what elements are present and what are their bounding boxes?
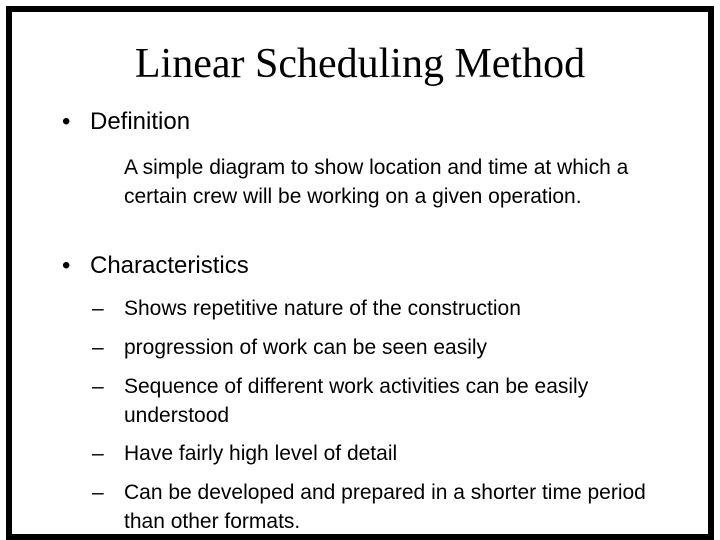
definition-text: A simple diagram to show location and time at which a certain crew will be working on a given operation.	[124, 156, 629, 208]
definition-heading: Definition	[90, 108, 191, 135]
bullet-icon: •	[62, 108, 71, 135]
dash-icon: –	[92, 375, 104, 398]
bullet-definition	[62, 108, 190, 136]
characteristic-item	[92, 372, 672, 430]
bullet-icon: •	[62, 252, 71, 279]
characteristic-text: Sequence of different work activities can be easily understood	[124, 375, 589, 427]
slide-title: Linear Scheduling Method	[134, 41, 586, 87]
characteristic-item	[92, 294, 672, 323]
characteristic-text: Have fairly high level of detail	[124, 442, 398, 465]
characteristic-item	[92, 478, 672, 536]
dash-icon: –	[92, 442, 104, 465]
dash-icon: –	[92, 336, 104, 359]
dash-icon: –	[92, 481, 104, 504]
characteristic-item	[92, 333, 672, 362]
characteristics-heading: Characteristics	[90, 252, 249, 279]
characteristic-text: Shows repetitive nature of the construction	[124, 297, 521, 320]
characteristic-item	[92, 439, 672, 468]
bullet-characteristics	[62, 252, 249, 280]
slide	[6, 6, 714, 540]
dash-icon: –	[92, 297, 104, 320]
characteristic-text: progression of work can be seen easily	[124, 336, 488, 359]
characteristic-text: Can be developed and prepared in a shorter time period than other formats.	[124, 481, 646, 533]
